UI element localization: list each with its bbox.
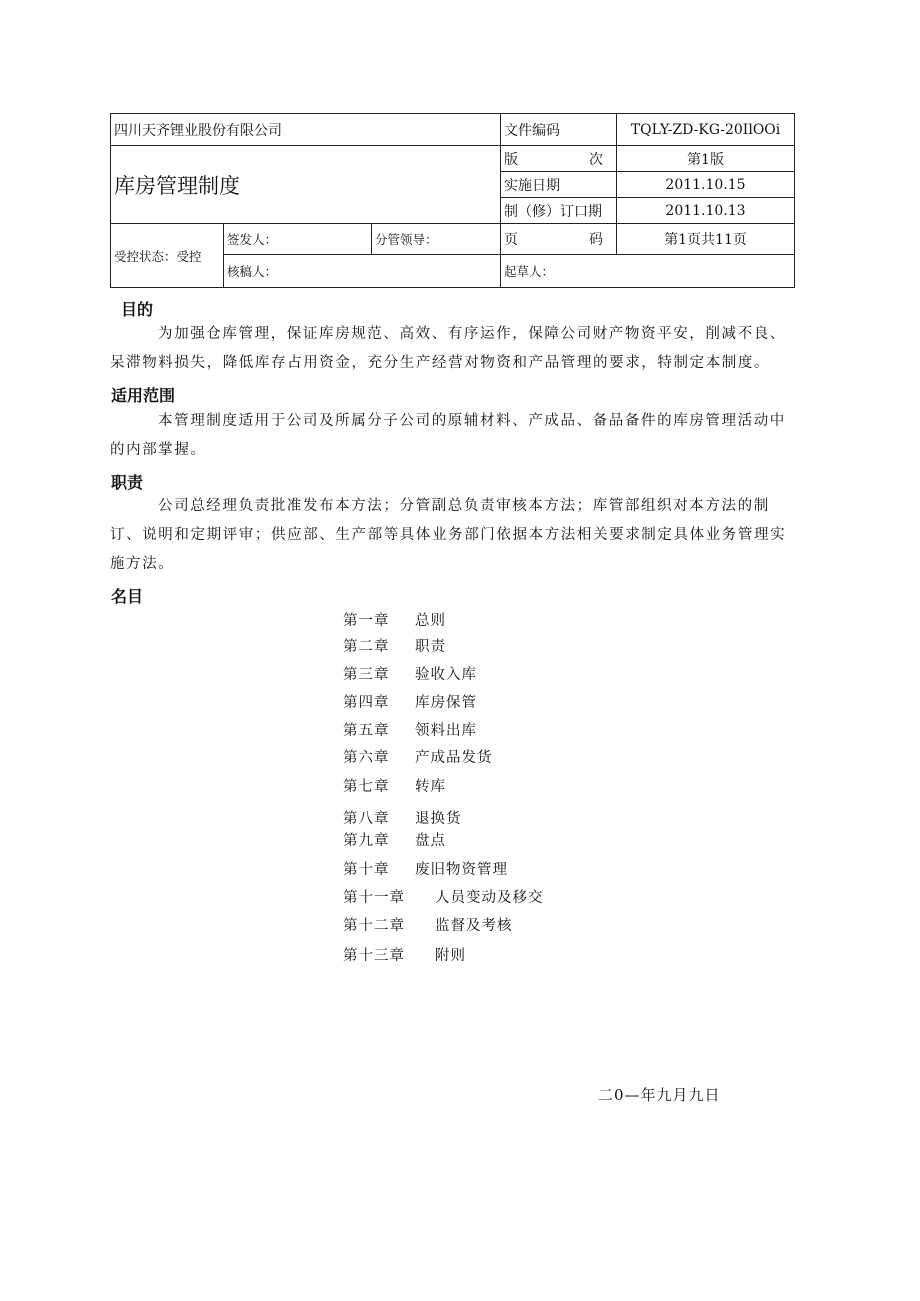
version-label-b: 次 [589, 151, 604, 168]
version-label-a: 版 [504, 151, 519, 168]
page-label-b: 码 [589, 232, 604, 248]
toc-chapter-title: 验收入库 [415, 667, 477, 683]
document-header-table [110, 113, 795, 288]
toc-chapter-title: 领料出库 [415, 723, 477, 739]
toc-chapter-title: 废旧物资管理 [415, 862, 508, 878]
toc-chapter-number: 第九章 [343, 833, 390, 849]
toc-item [343, 886, 544, 907]
toc-item [343, 807, 462, 828]
toc-chapter-number: 第五章 [343, 723, 390, 739]
company-name: 四川天齐锂业股份有限公司 [111, 114, 501, 146]
toc-item [343, 858, 508, 879]
version-value: 第1版 [617, 146, 795, 172]
toc-chapter-number: 第二章 [343, 639, 390, 655]
toc-chapter-number: 第一章 [343, 613, 390, 629]
effective-date-label: 实施日期 [501, 172, 617, 198]
file-code-value: TQLY-ZD-KG-20IlOOi [617, 114, 795, 146]
file-code-label: 文件编码 [501, 114, 617, 146]
toc-item [343, 609, 446, 630]
effective-date-value: 2011.10.15 [617, 172, 795, 198]
toc-chapter-number: 第十章 [343, 862, 390, 878]
toc-chapter-number: 第四章 [343, 695, 390, 711]
toc-chapter-title: 职责 [415, 639, 446, 655]
toc-heading: 名目 [111, 587, 144, 606]
revised-date-label: 制（修）订口期 [501, 198, 617, 224]
toc-item [343, 691, 477, 712]
scope-text: 本管理制度适用于公司及所属分子公司的原辅材料、产成品、备品备件的库房管理活动中的内部掌握。 [110, 413, 786, 458]
toc-chapter-number: 第六章 [343, 750, 390, 766]
toc-chapter-title: 盘点 [415, 833, 446, 849]
toc-item [343, 944, 466, 965]
toc-chapter-number: 第十三章 [343, 948, 405, 964]
toc-chapter-title: 产成品发货 [415, 750, 493, 766]
toc-chapter-title: 附则 [435, 948, 466, 964]
toc-chapter-number: 第十二章 [343, 918, 405, 934]
toc-chapter-title: 转库 [415, 779, 446, 795]
toc-chapter-title: 监督及考核 [435, 918, 513, 934]
toc-chapter-number: 第十一章 [343, 890, 405, 906]
toc-chapter-title: 人员变动及移交 [435, 890, 544, 906]
toc-item [343, 719, 477, 740]
duty-heading: 职责 [111, 473, 144, 492]
control-status: 受控状态：受控 [111, 224, 224, 288]
page-label-a: 页 [504, 232, 519, 248]
version-label [501, 146, 617, 172]
toc-chapter-number: 第三章 [343, 667, 390, 683]
toc-chapter-title: 退换货 [415, 811, 462, 827]
page-label [501, 224, 617, 255]
toc-item [343, 635, 446, 656]
scope-paragraph [110, 407, 800, 465]
toc-item [343, 775, 446, 796]
toc-item [343, 746, 493, 767]
toc-item [343, 914, 513, 935]
toc-item [343, 663, 477, 684]
toc-item [343, 829, 446, 850]
toc-chapter-title: 总则 [415, 613, 446, 629]
issuer-label: 签发人： [224, 224, 372, 255]
issue-date: 二0—年九月九日 [598, 1086, 721, 1104]
toc-chapter-number: 第七章 [343, 779, 390, 795]
duty-text: 公司总经理负责批准发布本方法；分管副总负责审核本方法；库管部组织对本方法的制订、说明和定期评审；供应部、生产部等具体业务部门依据本方法相关要求制定具体业务管理实施方法。 [110, 498, 787, 572]
drafter-label: 起草人： [501, 255, 795, 288]
page-number-value: 第1页共11页 [617, 224, 795, 255]
purpose-heading: 目的 [121, 300, 154, 319]
purpose-text: 为加强仓库管理，保证库房规范、高效、有序运作，保障公司财产物资平安，削减不良、呆滞物料损失，降低库存占用资金，充分生产经营对物资和产品管理的要求，特制定本制度。 [110, 326, 786, 371]
toc-chapter-number: 第八章 [343, 811, 390, 827]
reviewer-label: 核稿人： [224, 255, 501, 288]
revised-date-value: 2011.10.13 [617, 198, 795, 224]
toc-chapter-title: 库房保管 [415, 695, 477, 711]
duty-paragraph [110, 492, 800, 579]
supervisor-label: 分管领导： [372, 224, 501, 255]
document-title: 库房管理制度 [111, 146, 501, 224]
scope-heading: 适用范围 [111, 386, 176, 405]
purpose-paragraph [110, 320, 800, 378]
